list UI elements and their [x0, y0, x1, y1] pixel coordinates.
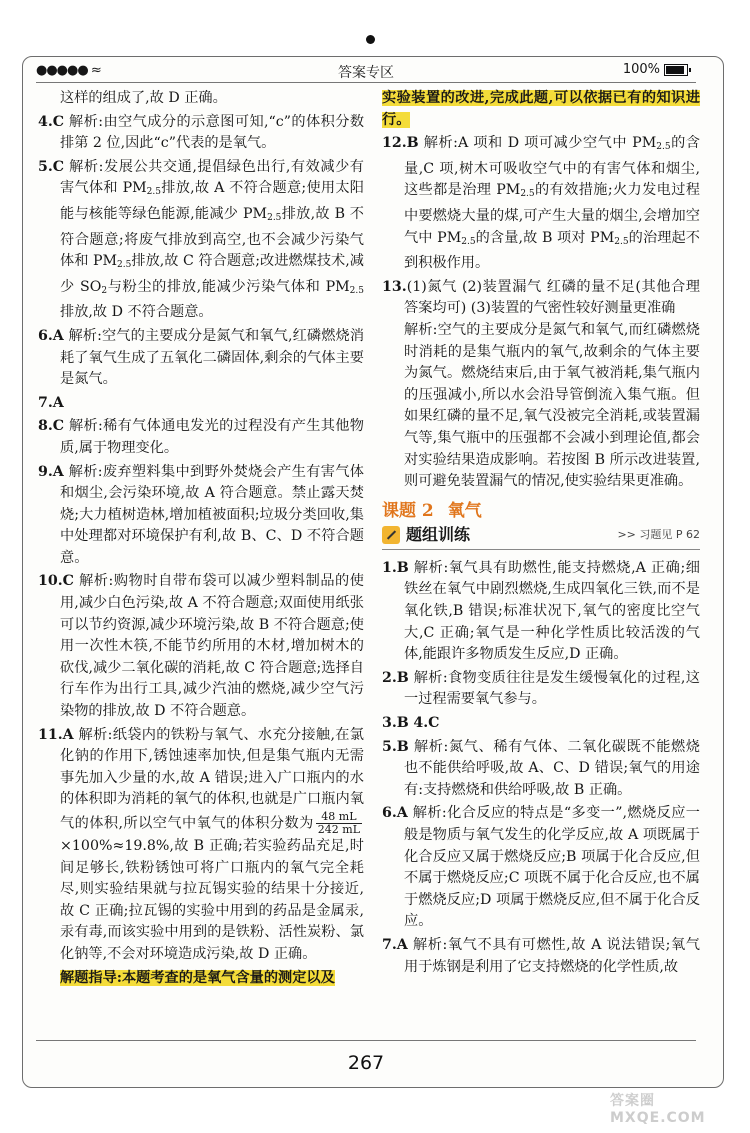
answer-o2: 2.B 解析:食物变质往往是发生缓慢氧化的过程,这一过程需要氧气参与。: [382, 669, 700, 708]
answer-o5: 5.B 解析:氮气、稀有气体、二氧化碳既不能燃烧也不能供给呼吸,故 A、C、D 错误;氧气的用途有:支持燃烧和供给呼吸,故 B 正确。: [382, 738, 700, 798]
left-column: [38, 88, 364, 991]
lesson-heading: 课题 2 氧气: [382, 500, 482, 521]
answer-7: 7.A: [38, 394, 64, 411]
answer-6: 6.A 解析:空气的主要成分是氮气和氧气,红磷燃烧消耗了氧气生成了五氧化二磷固体,剩余的气体主要是氮气。: [38, 327, 365, 388]
watermark: 答案圈 MXQE.COM: [610, 1093, 706, 1126]
answer-5: 5.C 解析:发展公共交通,提倡绿色出行,有效减少有害气体和 $PM_{2.5}$排放,故 A 不符合题意;使用太阳能与核能等绿色能源,能减少 $PM_{2.5}$排放,故 B 不符合题意;将废气排放到高空,也不会减少污染气体和 $PM_{2.5}$排放,故 C 符合题意;改进燃煤技术,减少 $SO_2$与粉尘的排放,能减少污染气体和 $PM_{2.5}$排放,故 D 不符合题意。: [38, 158, 364, 321]
answer-o1: 1.B 解析:氧气具有助燃性,能支持燃烧,A 正确;细铁丝在氧气中剧烈燃烧,生成四氧化三铁,而不是氧化铁,B 错误;标准状况下,氧气的密度比空气大,C 正确;氧气是一种化学性质比较活泼的气体,能跟许多物质发生反应,D 正确。: [382, 559, 700, 663]
answer-o3-4: 3.B 4.C: [382, 715, 440, 732]
app-title: 答案专区: [338, 65, 394, 81]
section-header: [382, 524, 700, 550]
bottom-divider: [36, 1040, 696, 1041]
continued-text: 这样的组成了,故 D 正确。: [60, 90, 227, 106]
solution-tip: 解题指导:本题考查的是氧气含量的测定以及: [60, 969, 335, 986]
answer-13: 13.(1)氮气 (2)装置漏气 红磷的量不足(其他合理答案均可) (3)装置的气密性较好测量更准确 解析:空气的主要成分是氮气和氧气,而红磷燃烧时消耗的是集气瓶内的氧气,故剩余的气体主要为氮气。燃烧结束后,由于氧气被消耗,集气瓶内的压强减小,所以水会沿导管倒流入集气瓶。但如果红磷的量不足,氧气没被完全消耗,或装置漏气等,集气瓶中的压强都不会减小到理论值,都会对实验结果造成影响。若按图 B 所示改进装置,则可避免装置漏气的情况,使实验结果更准确。: [382, 278, 700, 490]
fraction: $\frac{48 mL}{242 mL}$: [317, 810, 360, 836]
status-bar: [36, 62, 696, 80]
device-camera: [366, 35, 375, 44]
answer-10: 10.C 解析:购物时自带布袋可以减少塑料制品的使用,减少白色污染,故 A 不符合题意;双面使用纸张可以节约资源,减少环境污染,故 B 不符合题意;使用一次性木筷,不能节约所用的木材,增加树木的砍伐,减少二氧化碳的消耗,故 C 符合题意;选择自行车作为出行工具,减少汽油的燃烧,减少空气污染物的排放,故 D 不符合题意。: [38, 573, 364, 720]
exercise-reference: >> 习题见 P 62: [617, 528, 700, 542]
signal-icon: ●●●●● ≈: [36, 63, 101, 78]
right-column: [382, 88, 700, 980]
answer-8: 8.C 解析:稀有气体通电发光的过程没有产生其他物质,属于物理变化。: [38, 418, 364, 456]
top-divider: [36, 82, 696, 83]
battery-icon: [664, 64, 688, 76]
answer-9: 9.A 解析:废弃塑料集中到野外焚烧会产生有害气体和烟尘,会污染环境,故 A 符合题意。禁止露天焚烧;大力植树造林,增加植被面积;垃圾分类回收,集中处理都对环境保护有利,故 B、C、D 不符合题意。: [38, 463, 364, 566]
page-number: 267: [338, 1044, 394, 1082]
pencil-icon: [382, 526, 400, 544]
answer-4: 4.C 解析:由空气成分的示意图可知,“c”的体积分数排第 2 位,因此“c”代表的是氧气。: [38, 113, 365, 152]
solution-tip-continued: 实验装置的改进,完成此题,可以依据已有的知识进行。: [382, 90, 700, 128]
answer-o7: 7.A 解析:氧气不具有可燃性,故 A 说法错误;氧气用于炼钢是利用了它支持燃烧的化学性质,故: [382, 936, 700, 975]
answer-o6: 6.A 解析:化合反应的特点是“多变一”,燃烧反应一般是物质与氧气发生的化学反应,故 A 项既属于化合反应又属于燃烧反应;B 项属于化合反应,但不属于燃烧反应;C 项既不属于化合反应,也不属于燃烧反应;D 项属于燃烧反应,但不属于化合反应。: [382, 805, 700, 930]
section-title: 题组训练: [406, 525, 471, 545]
answer-12: 12.B 解析:A 项和 D 项可减少空气中 $PM_{2.5}$的含量,C 项,树木可吸收空气中的有害气体和烟尘,这些都是治理 $PM_{2.5}$的有效措施;火力发电过程中要燃烧大量的煤,可产生大量的烟尘,会增加空气中 $PM_{2.5}$的含量,故 B 项对 $PM_{2.5}$的治理起不到积极作用。: [382, 135, 700, 272]
answer-11: 11.A 解析:纸袋内的铁粉与氧气、水充分接触,在氯化钠的作用下,锈蚀速率加快,但是集气瓶内无需事先加入少量的水,故 A 错误;进入广口瓶内的水的体积即为消耗的氧气的体积,也就是广口瓶内氧气的体积,所以空气中氧气的体积分数为 $\frac{48 mL}{242 mL}$ ×100%≈19.8%,故 B 正确;若实验药品充足,时间足够长,铁粉锈蚀可将广口瓶内的氧气完全耗尽,则实验结果就与拉瓦锡实验的结果十分接近,故 C 正确;拉瓦锡的实验中用到的药品是金属汞,汞有毒,而该实验中用到的是铁粉、活性炭粉、氯化钠等,不会对环境造成污染,故 D 正确。: [38, 726, 364, 962]
battery-area: [623, 62, 688, 77]
battery-text: 100%: [622, 62, 660, 77]
